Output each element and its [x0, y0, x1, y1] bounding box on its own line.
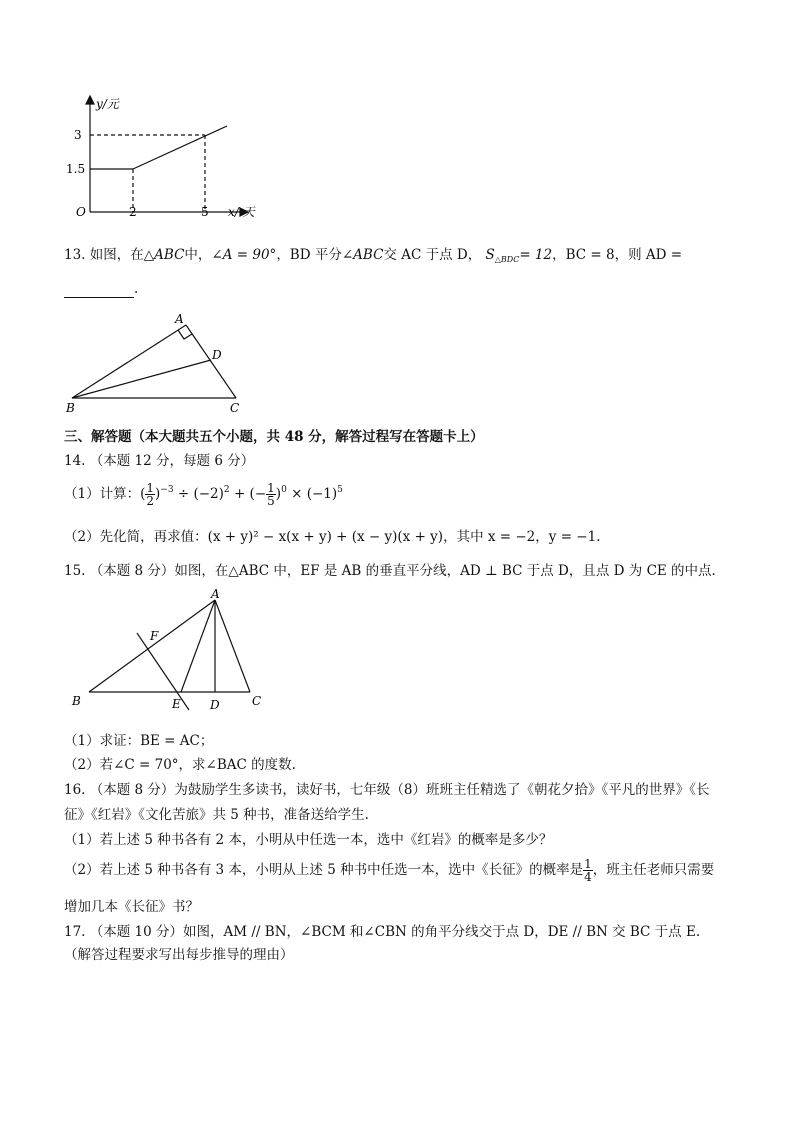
- q16-part2-line2: 增加几本《长征》书？: [64, 899, 199, 915]
- svg-text:C: C: [230, 401, 240, 415]
- section-3-heading: 三、解答题（本大题共五个小题，共 48 分，解答过程写在答题卡上）: [64, 429, 484, 445]
- x-tick-2: 2: [129, 205, 137, 219]
- q16-part1: （1）若上述 5 种书各有 2 本，小明从中任选一本，选中《红岩》的概率是多少？: [64, 832, 553, 848]
- q13-answer-blank[interactable]: .: [64, 280, 138, 298]
- svg-text:A: A: [175, 312, 184, 326]
- q15-line: 15. （本题 8 分）如图，在△ABC 中，EF 是 AB 的垂直平分线，AD ⊥ BC 于点 D，且点 D 为 CE 的中点.: [64, 563, 716, 579]
- q14-part2: （2）先化简，再求值：(x + y)² − x(x + y) + (x − y)(x + y)，其中 x = −2，y = −1.: [64, 529, 601, 545]
- y-tick-1-5: 1.5: [66, 162, 86, 176]
- q14-part1: （1）计算：( $\frac{1}{2}$ )$^{-3} \div (-2)^2$ + (− $\frac{1}{5}$ )$^0 \times (-1)^5$: [64, 481, 343, 508]
- origin-label: O: [76, 205, 86, 219]
- svg-text:F: F: [150, 629, 159, 643]
- svg-text:D: D: [210, 698, 220, 712]
- q15-part2: （2）若∠C = 70°，求∠BAC 的度数.: [64, 757, 296, 773]
- y-tick-3: 3: [74, 128, 82, 142]
- q17-line2: （解答过程要求写出每步推导的理由）: [64, 947, 294, 963]
- q13-triangle-figure: [64, 310, 254, 415]
- svg-text:E: E: [172, 697, 181, 711]
- svg-text:D: D: [212, 348, 222, 362]
- x-axis-label: x/ 天: [228, 205, 255, 219]
- svg-text:C: C: [252, 694, 262, 708]
- y-axis-label: y/元: [96, 97, 119, 111]
- q13-line: 13. 如图，在△ABC中，∠A = 90°，BD 平分∠ABC交 AC 于点 D， $S_{\triangle BDC}= 12$，BC = 8，则 AD =: [64, 247, 683, 264]
- q15-part1: （1）求证：BE = AC；: [64, 733, 214, 749]
- svg-text:B: B: [72, 694, 81, 708]
- q16-part2: （2）若上述 5 种书各有 3 本，小明从上述 5 种书中任选一本，选中《长征》的概率是 $\frac{1}{4}$ ，班主任老师只需要: [64, 857, 715, 884]
- x-tick-5: 5: [201, 205, 209, 219]
- q17-line1: 17. （本题 10 分）如图，AM // BN，∠BCM 和∠CBN 的角平分线交于点 D，DE // BN 交 BC 于点 E.: [64, 924, 701, 940]
- q14-header: 14. （本题 12 分，每题 6 分）: [64, 453, 255, 469]
- svg-text:B: B: [66, 401, 75, 415]
- q16-line2: 征》《红岩》《文化苦旅》共 5 种书，准备送给学生.: [64, 807, 369, 823]
- svg-text:A: A: [211, 587, 220, 601]
- q15-triangle-figure: [64, 585, 274, 715]
- q16-line1: 16. （本题 8 分）为鼓励学生多读书，读好书，七年级（8）班班主任精选了《朝花夕拾》《平凡的世界》《长: [64, 782, 710, 798]
- price-graph: [60, 92, 270, 227]
